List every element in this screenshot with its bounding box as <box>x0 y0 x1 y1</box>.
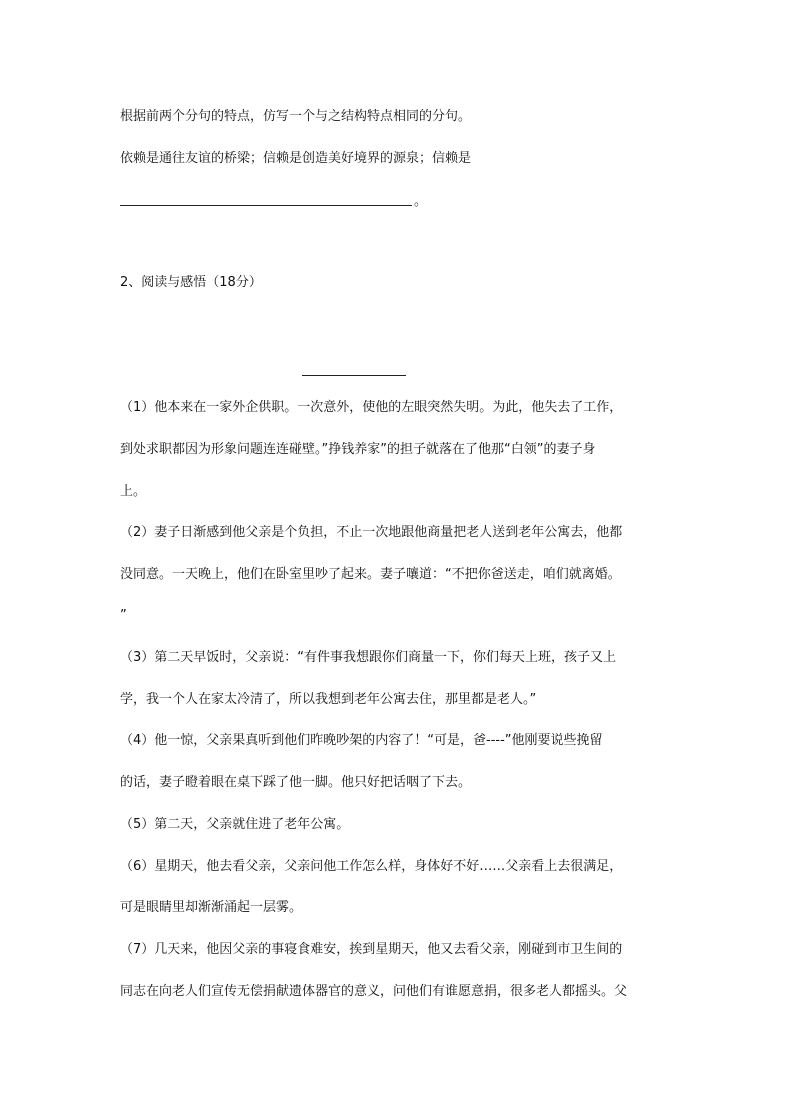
paragraph-line: 到处求职都因为形象问题连连碰壁。”挣钱养家”的担子就落在了他那“白领”的妻子身 <box>120 442 596 457</box>
paragraph-line: （1）他本来在一家外企供职。一次意外，使他的左眼突然失明。为此，他失去了工作， <box>120 400 623 415</box>
paragraph-line: 上。 <box>120 484 147 499</box>
exercise-line: 依赖是通往友谊的桥梁；信赖是创造美好境界的源泉；信赖是 <box>120 151 472 166</box>
instruction-text: 根据前两个分句的特点，仿写一个与之结构特点相同的分句。 <box>120 109 472 124</box>
answer-blank[interactable] <box>120 205 412 206</box>
answer-period: 。 <box>414 194 428 209</box>
section-heading: 2、阅读与感悟（18分） <box>120 275 262 290</box>
paragraph-line: （4）他一惊，父亲果真听到他们昨晚吵架的内容了！“可是，爸----”他刚要说些挽留 <box>120 733 603 748</box>
paragraph-line: 学，我一个人在家太冷清了，所以我想到老年公寓去住，那里都是老人。” <box>120 692 537 707</box>
paragraph-line: 可是眼睛里却渐渐涌起一层雾。 <box>120 900 303 915</box>
paragraph-line: 的话，妻子瞪着眼在桌下踩了他一脚。他只好把话咽了下去。 <box>120 775 472 790</box>
paragraph-line: 没同意。一天晚上，他们在卧室里吵了起来。妻子嚷道：“不把你爸送走，咱们就离婚。 <box>120 567 621 582</box>
paragraph-line: （7）几天来，他因父亲的事寝食难安，挨到星期天，他又去看父亲，刚碰到市卫生间的 <box>120 942 623 957</box>
paragraph-line: （6）星期天，他去看父亲，父亲问他工作怎么样，身体好不好……父亲看上去很满足， <box>120 859 623 874</box>
paragraph-line: 同志在向老人们宣传无偿捐献遗体器官的意义，问他们有谁愿意捐，很多老人都摇头。父 <box>120 984 628 999</box>
passage-title-blank[interactable] <box>302 375 406 376</box>
paragraph-line: （2）妻子日渐感到他父亲是个负担，不止一次地跟他商量把老人送到老年公寓去，他都 <box>120 525 623 540</box>
paragraph-line: （3）第二天早饭时，父亲说：“有件事我想跟你们商量一下，你们每天上班，孩子又上 <box>120 650 617 665</box>
paragraph-line: （5）第二天，父亲就住进了老年公寓。 <box>120 817 350 832</box>
paragraph-line: ” <box>120 608 127 623</box>
